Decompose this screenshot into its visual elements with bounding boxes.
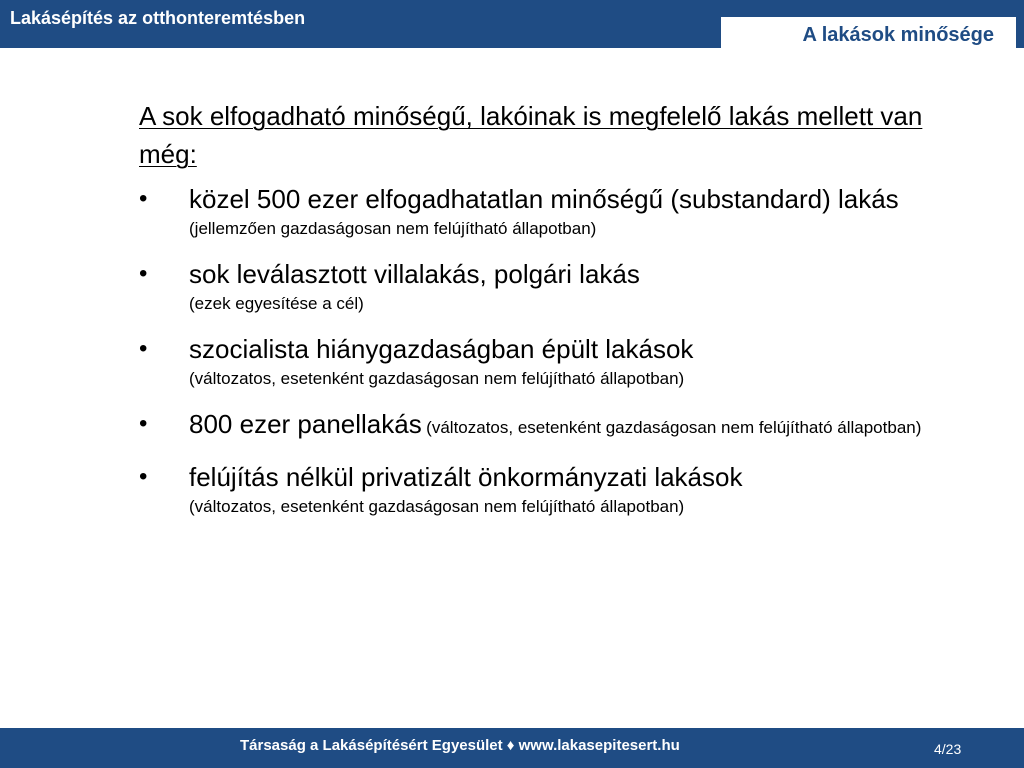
bullet-marker: • — [139, 410, 148, 437]
bullet-marker: • — [139, 260, 148, 287]
intro-text: A sok elfogadható minőségű, lakóinak is megfelelő lakás mellett van még: — [139, 101, 923, 169]
bullet-main-text: közel 500 ezer elfogadhatatlan minőségű (substandard) lakás — [189, 184, 899, 214]
footer-bar — [0, 728, 1024, 768]
bullet-list — [139, 180, 939, 518]
bullet-main-text: szocialista hiánygazdaságban épült lakások — [189, 334, 694, 364]
bullet-marker: • — [139, 463, 148, 490]
bullet-note-text: (változatos, esetenként gazdaságosan nem felújítható állapotban) — [426, 418, 922, 437]
bullet-note-text: (változatos, esetenként gazdaságosan nem felújítható állapotban) — [189, 497, 685, 516]
bullet-main-text: sok leválasztott villalakás, polgári lakás — [189, 259, 640, 289]
footer-organization-link-text: Társaság a Lakásépítésért Egyesület ♦ www.lakasepitesert.hu — [240, 737, 680, 754]
page-number: 4/23 — [934, 741, 962, 757]
bullet-main-text: felújítás nélkül privatizált önkormányzati lakások — [189, 462, 743, 492]
bullet-note-text: (jellemzően gazdaságosan nem felújítható állapotban) — [189, 219, 597, 238]
presentation-title: Lakásépítés az otthonteremtésben — [10, 8, 306, 28]
bullet-note-text: (változatos, esetenként gazdaságosan nem felújítható állapotban) — [189, 369, 685, 388]
bullet-item-socialist-housing — [139, 330, 939, 390]
section-title-box — [721, 17, 1016, 56]
bullet-note-text: (ezek egyesítése a cél) — [189, 294, 364, 313]
bullet-item-villalakas — [139, 255, 939, 315]
section-title: A lakások minősége — [802, 24, 994, 46]
bullet-item-panel-housing — [139, 405, 939, 443]
slide-content — [139, 97, 939, 533]
bullet-marker: • — [139, 335, 148, 362]
bullet-item-privatized-housing — [139, 458, 939, 518]
bullet-item-substandard — [139, 180, 939, 240]
bullet-marker: • — [139, 185, 148, 212]
bullet-main-text: 800 ezer panellakás — [189, 409, 422, 439]
